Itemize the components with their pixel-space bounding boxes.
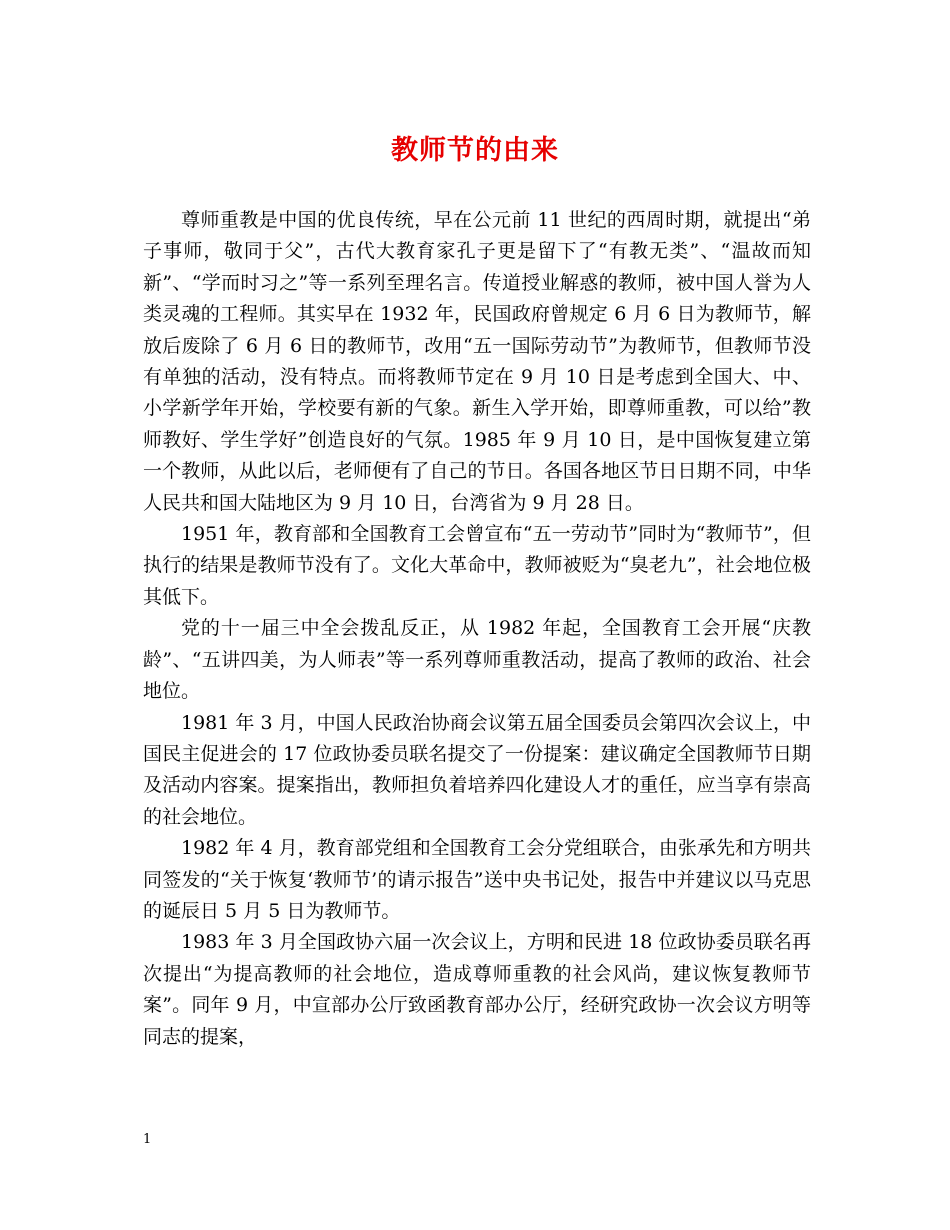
document-body xyxy=(143,205,811,1053)
paragraph-1: 尊师重教是中国的优良传统，早在公元前 11 世纪的西周时期，就提出“弟子事师，敬同于父”，古代大教育家孔子更是留下了“有教无类”、“温故而知新”、“学而时习之”等一系列至理名言。传道授业解惑的教师，被中国人誉为人类灵魂的工程师。其实早在 1932 年，民国政府曾规定 6 月 6 日为教师节，解放后废除了 6 月 6 日的教师节，改用“五一国际劳动节”为教师节，但教师节没有单独的活动，没有特点。而将教师节定在 9 月 10 日是考虑到全国大、中、小学新学年开始，学校要有新的气象。新生入学开始，即尊师重教，可以给”教师教好、学生学好”创造良好的气氛。1985 年 9 月 10 日，是中国恢复建立第一个教师，从此以后，老师便有了自己的节日。各国各地区节日日期不同，中华人民共和国大陆地区为 9 月 10 日，台湾省为 9 月 28 日。 xyxy=(143,209,811,514)
paragraph-6: 1983 年 3 月全国政协六届一次会议上，方明和民进 18 位政协委员联名再次提出“为提高教师的社会地位，造成尊师重教的社会风尚，建议恢复教师节案”。同年 9 月，中宣部办公厅致函教育部办公厅，经研究政协一次会议方明等同志的提案， xyxy=(143,931,811,1048)
paragraph-4: 1981 年 3 月，中国人民政治协商会议第五届全国委员会第四次会议上，中国民主促进会的 17 位政协委员联名提交了一份提案：建议确定全国教师节日期及活动内容案。提案指出，教师担负着培养四化建设人才的重任，应当享有崇高的社会地位。 xyxy=(143,711,811,828)
paragraph-3: 党的十一届三中全会拨乱反正，从 1982 年起，全国教育工会开展“庆教龄”、“五讲四美，为人师表”等一系列尊师重教活动，提高了教师的政治、社会地位。 xyxy=(143,617,811,703)
page-number: 1 xyxy=(143,1132,152,1147)
paragraph-2: 1951 年，教育部和全国教育工会曾宣布“五一劳动节”同时为“教师节”，但执行的结果是教师节没有了。文化大革命中，教师被贬为“臭老九”，社会地位极其低下。 xyxy=(143,523,811,608)
document-title: 教师节的由来 xyxy=(391,135,559,166)
paragraph-5: 1982 年 4 月，教育部党组和全国教育工会分党组联合，由张承先和方明共同签发的“关于恢复‘教师节’的请示报告”送中央书记处，报告中并建议以马克思的诞辰日 5 月 5 日为教师节。 xyxy=(143,837,811,922)
